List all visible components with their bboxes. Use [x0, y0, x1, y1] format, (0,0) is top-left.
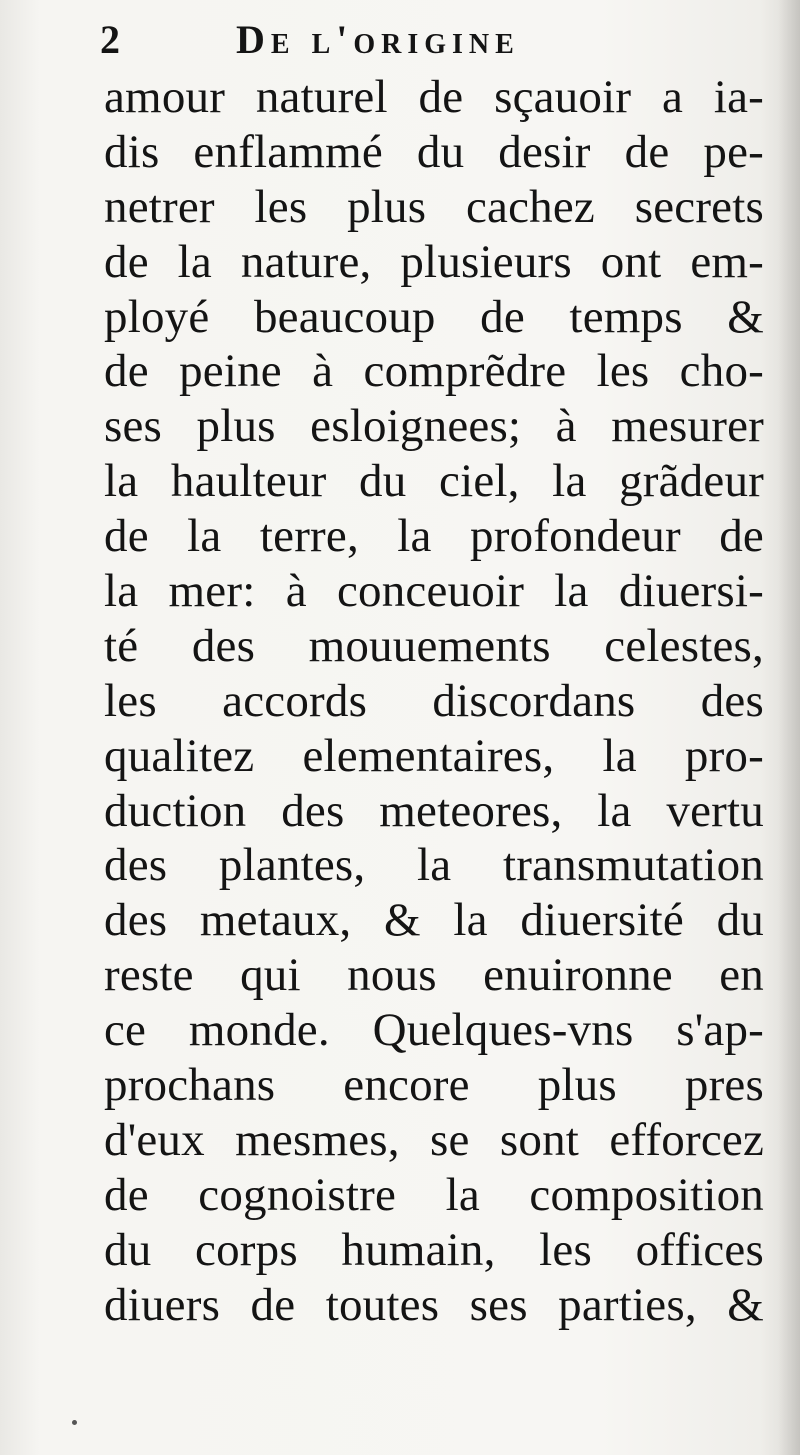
text-line: des plantes, la transmutation — [104, 839, 764, 892]
text-line: dis enflammé du desir de pe- — [104, 125, 764, 178]
page-number: 2 — [100, 17, 120, 62]
text-line: amour naturel de sçauoir a ia- — [104, 71, 764, 123]
body-text — [104, 70, 764, 1332]
text-line: de la terre, la profondeur de — [104, 510, 764, 563]
paper-speck — [72, 1420, 77, 1425]
text-line: de cognoistre la composition — [104, 1168, 764, 1221]
text-line: la haulteur du ciel, la grãdeur — [104, 455, 764, 508]
text-line: duction des meteores, la vertu — [104, 784, 764, 837]
text-line: d'eux mesmes, se sont efforcez — [104, 1113, 764, 1166]
text-line: prochans encore plus pres — [104, 1059, 764, 1112]
page-edge-shadow — [778, 0, 800, 1455]
text-line: reste qui nous enuironne en — [104, 949, 764, 1002]
page-header — [100, 14, 760, 66]
text-line: té des mouuements celestes, — [104, 619, 764, 672]
text-line: des metaux, & la diuersité du — [104, 894, 764, 947]
text-line: ployé beaucoup de temps & — [104, 290, 764, 343]
text-line: netrer les plus cachez secrets — [104, 180, 764, 233]
text-line: la mer: à conceuoir la diuersi- — [104, 565, 764, 618]
text-line: ce monde. Quelques-vns s'ap- — [104, 1004, 764, 1057]
text-line: de la nature, plusieurs ont em- — [104, 235, 764, 288]
text-line: les accords discordans des — [104, 674, 764, 727]
text-line: ses plus esloignees; à mesurer — [104, 400, 764, 453]
text-line: diuers de toutes ses parties, & — [104, 1278, 764, 1331]
running-head: De l'origine — [236, 17, 520, 62]
text-line: du corps humain, les offices — [104, 1223, 764, 1276]
text-line: de peine à comprẽdre les cho- — [104, 345, 764, 398]
text-line: qualitez elementaires, la pro- — [104, 729, 764, 782]
